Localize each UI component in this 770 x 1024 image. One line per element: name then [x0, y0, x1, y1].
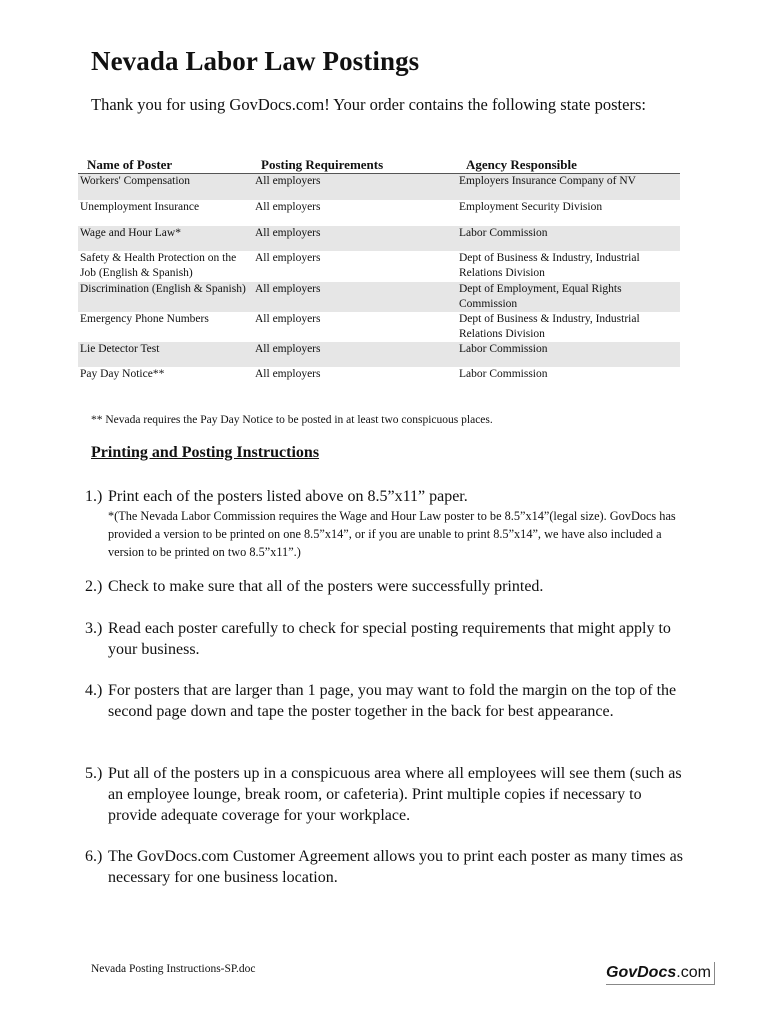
step-number: 4.)	[85, 682, 103, 699]
step-text: The GovDocs.com Customer Agreement allows you to print each poster as many times as necessary for one business location.	[108, 848, 683, 886]
step-number: 1.)	[85, 488, 103, 505]
cell-poster-name: Discrimination (English & Spanish)	[80, 283, 246, 295]
cell-poster-name: Safety & Health Protection on the Job (English & Spanish)	[80, 252, 237, 279]
cell-agency: Employment Security Division	[459, 201, 603, 213]
cell-requirement: All employers	[255, 175, 321, 187]
govdocs-logo	[606, 962, 715, 985]
step-text: Put all of the posters up in a conspicuous area where all employees will see them (such as an employee lounge, break room, or cafeteria). Print multiple copies if necessary to provide adequate coverage for your workplace.	[108, 765, 682, 824]
column-header-agency: Agency Responsible	[466, 157, 577, 172]
table-row	[78, 367, 680, 392]
intro-paragraph: Thank you for using GovDocs.com! Your order contains the following state posters:	[91, 95, 646, 114]
step-number: 3.)	[85, 620, 103, 637]
step-text: For posters that are larger than 1 page, you may want to fold the margin on the top of the second page down and tape the poster together in the back for best appearance.	[108, 682, 677, 720]
cell-agency: Labor Commission	[459, 343, 548, 355]
pay-day-footnote: ** Nevada requires the Pay Day Notice to be posted in at least two conspicuous places.	[91, 414, 493, 426]
cell-requirement: All employers	[255, 313, 321, 325]
poster-table	[78, 157, 680, 392]
step-note: *(The Nevada Labor Commission requires the Wage and Hour Law poster to be 8.5”x14”(legal size). GovDocs has provided a version to be printed on one 8.5”x14”, or if you are unable to print 8.5”x14”, we have also included a version to be printed on two 8.5”x11”.)	[108, 509, 676, 559]
cell-agency: Labor Commission	[459, 368, 548, 380]
cell-agency: Labor Commission	[459, 227, 548, 239]
table-row	[78, 251, 680, 282]
cell-poster-name: Wage and Hour Law*	[80, 227, 181, 239]
table-row	[78, 312, 680, 342]
logo-main-text: GovDocs	[606, 964, 677, 981]
step-number: 6.)	[85, 848, 103, 865]
cell-requirement: All employers	[255, 227, 321, 239]
table-row	[78, 226, 680, 251]
cell-agency: Dept of Employment, Equal Rights Commission	[459, 283, 622, 310]
cell-agency: Dept of Business & Industry, Industrial Relations Division	[459, 313, 640, 340]
section-heading: Printing and Posting Instructions	[91, 444, 320, 461]
cell-poster-name: Workers' Compensation	[80, 175, 191, 187]
cell-agency: Dept of Business & Industry, Industrial Relations Division	[459, 252, 640, 279]
cell-poster-name: Lie Detector Test	[80, 343, 160, 355]
cell-poster-name: Unemployment Insurance	[80, 201, 200, 213]
cell-requirement: All employers	[255, 201, 321, 213]
cell-agency: Employers Insurance Company of NV	[459, 175, 636, 187]
cell-requirement: All employers	[255, 368, 321, 380]
logo-suffix-text: .com	[676, 964, 711, 981]
footer-filename: Nevada Posting Instructions-SP.doc	[91, 963, 256, 975]
step-text: Check to make sure that all of the posters were successfully printed.	[108, 578, 544, 595]
cell-requirement: All employers	[255, 283, 321, 295]
step-text: Print each of the posters listed above on 8.5”x11” paper.	[108, 488, 468, 505]
table-row	[78, 282, 680, 312]
step-number: 2.)	[85, 578, 103, 595]
table-row	[78, 200, 680, 226]
column-header-name: Name of Poster	[87, 157, 173, 172]
step-number: 5.)	[85, 765, 103, 782]
table-header	[78, 157, 680, 174]
step-text: Read each poster carefully to check for special posting requirements that might apply to your business.	[108, 620, 671, 658]
table-row	[78, 342, 680, 367]
cell-poster-name: Emergency Phone Numbers	[80, 313, 209, 325]
column-header-requirements: Posting Requirements	[261, 157, 384, 172]
cell-poster-name: Pay Day Notice**	[80, 368, 165, 380]
cell-requirement: All employers	[255, 252, 321, 264]
table-row	[78, 174, 680, 200]
document-title: Nevada Labor Law Postings	[91, 46, 420, 76]
cell-requirement: All employers	[255, 343, 321, 355]
